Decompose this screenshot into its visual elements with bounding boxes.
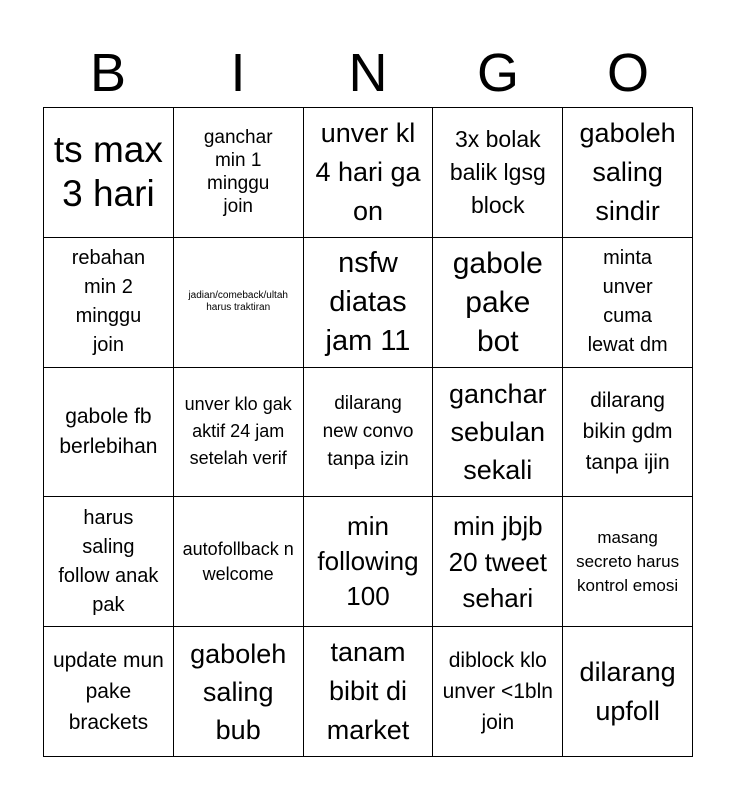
bingo-cell[interactable]: [174, 368, 304, 498]
bingo-cell[interactable]: [433, 627, 563, 757]
bingo-cell[interactable]: [44, 627, 174, 757]
bingo-cell[interactable]: [174, 238, 304, 368]
bingo-cell[interactable]: [44, 368, 174, 498]
header-letter-i: I: [230, 43, 246, 103]
cell-text: unver klo gak aktif 24 jam setelah verif: [184, 394, 292, 469]
cell-text: autofollback n welcome: [182, 538, 294, 584]
bingo-grid: [43, 107, 693, 757]
cell-text: min following 100: [317, 511, 419, 612]
bingo-cell[interactable]: [433, 497, 563, 627]
header-letter-b: B: [89, 43, 127, 103]
header-letter-g: G: [476, 43, 519, 103]
cell-text: gaboleh saling bub: [190, 638, 287, 745]
header-letter-o: O: [606, 43, 649, 103]
cell-text: dilarang bikin gdm tanpa ijin: [582, 389, 673, 475]
bingo-cell[interactable]: [304, 238, 434, 368]
bingo-cell[interactable]: [563, 368, 693, 498]
cell-text: nsfw diatas jam 11: [325, 246, 411, 357]
bingo-cell[interactable]: [563, 108, 693, 238]
bingo-cell[interactable]: [174, 627, 304, 757]
bingo-cell[interactable]: [433, 238, 563, 368]
cell-text: diblock klo unver <1bln join: [442, 649, 553, 735]
bingo-cell[interactable]: [44, 497, 174, 627]
bingo-header: [43, 40, 693, 106]
cell-text: gaboleh saling sindir: [579, 117, 676, 226]
cell-text: tanam bibit di market: [326, 637, 410, 746]
bingo-cell[interactable]: [563, 627, 693, 757]
cell-text: gabole pake bot: [452, 246, 543, 358]
bingo-cell[interactable]: [44, 238, 174, 368]
cell-text: dilarang upfoll: [579, 656, 676, 726]
cell-text: ganchar sebulan sekali: [449, 378, 547, 485]
cell-text: min jbjb 20 tweet sehari: [448, 510, 547, 613]
cell-text: minta unver cuma lewat dm: [587, 247, 668, 357]
bingo-cell[interactable]: [563, 497, 693, 627]
header-letter-n: N: [348, 43, 388, 103]
bingo-cell[interactable]: [174, 108, 304, 238]
bingo-cell[interactable]: [304, 108, 434, 238]
cell-text: 3x bolak balik lgsg block: [449, 125, 546, 218]
cell-text: rebahan min 2 minggu join: [71, 247, 146, 357]
cell-text: gabole fb berlebihan: [59, 404, 158, 458]
cell-text: harus saling follow anak pak: [58, 506, 159, 616]
bingo-cell[interactable]: [304, 497, 434, 627]
cell-text: ganchar min 1 minggu join: [203, 127, 273, 218]
cell-text: unver kl 4 hari ga on: [315, 117, 421, 226]
bingo-cell[interactable]: [433, 108, 563, 238]
bingo-cell[interactable]: [304, 368, 434, 498]
cell-text: ts max 3 hari: [53, 129, 163, 215]
bingo-cell[interactable]: [174, 497, 304, 627]
bingo-cell[interactable]: [304, 627, 434, 757]
cell-text: dilarang new convo tanpa izin: [322, 392, 414, 470]
bingo-cell[interactable]: [44, 108, 174, 238]
cell-text: jadian/comeback/ultah harus traktiran: [188, 290, 288, 314]
cell-text: masang secreto harus kontrol emosi: [576, 527, 680, 595]
cell-text: update mun pake brackets: [52, 649, 164, 735]
bingo-cell[interactable]: [563, 238, 693, 368]
bingo-cell[interactable]: [433, 368, 563, 498]
